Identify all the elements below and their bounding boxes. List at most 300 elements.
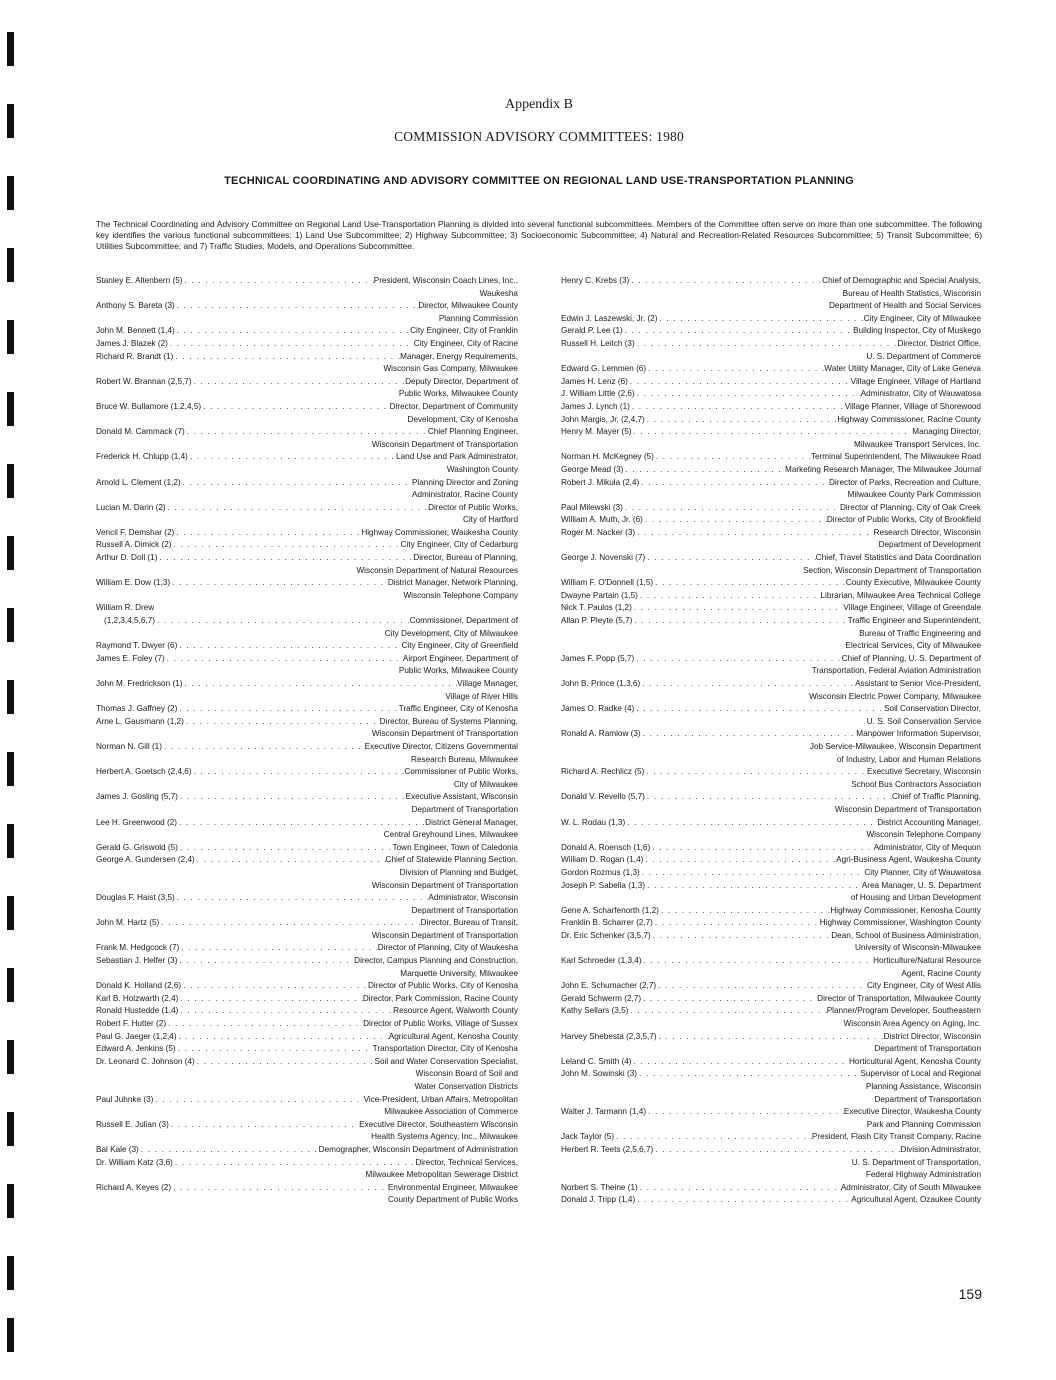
member-name: Sebastian J. Helfer (3) bbox=[96, 956, 178, 966]
member-title-continued: Milwaukee Association of Commerce bbox=[384, 1107, 518, 1117]
member-title-continued: Agent, Racine County bbox=[901, 968, 981, 978]
member-title: Executive Director, Southeastern Wisconsin bbox=[359, 1119, 518, 1129]
member-title: Traffic Engineer, City of Kenosha bbox=[398, 704, 518, 714]
dot-leader bbox=[639, 477, 829, 490]
entry-leader-line bbox=[561, 615, 981, 628]
member-title: Chief Planning Engineer, bbox=[427, 427, 518, 437]
member-title: Director, Milwaukee County bbox=[418, 301, 518, 311]
member-title: Commissioner, Department of bbox=[409, 616, 518, 626]
entry-leader-line bbox=[96, 577, 518, 590]
entry-leader-line bbox=[96, 615, 518, 628]
member-entry bbox=[561, 426, 981, 451]
entry-leader-line bbox=[96, 980, 518, 993]
intro-paragraph: The Technical Coordinating and Advisory Committee on Regional Land Use-Transportation Planning is divided into several functional subcommittees. Members of the Committee often serve on more than one subcommittee. The following key identifies the various functional subcommittees: 1) Land Use Subcommittee; 2) Highway Subcommittee; 3) Socioeconomic Subcommittee; 4) Natural and Recreation-Related Resources Subcommittee; 5) Transit Subcommittee; 6) Utilities Subcommittee; and 7) Traffic Studies, Models, and Operations Subcommittee. bbox=[96, 219, 982, 251]
member-title: Managing Director, bbox=[912, 427, 981, 437]
member-entry bbox=[96, 477, 518, 502]
entry-leader-line bbox=[96, 1094, 518, 1107]
member-title-continued: Waukesha bbox=[479, 288, 518, 298]
member-title: Resource Agent, Walworth County bbox=[393, 1006, 518, 1016]
entry-leader-line bbox=[96, 791, 518, 804]
member-entry bbox=[96, 300, 518, 325]
member-title-continued: Administrator, Racine County bbox=[411, 490, 518, 500]
dot-leader bbox=[635, 338, 898, 351]
entry-leader-line bbox=[96, 993, 518, 1006]
member-name: Harvey Shebesta (2,3,5,7) bbox=[561, 1031, 657, 1041]
binder-mark bbox=[7, 104, 14, 138]
dot-leader bbox=[638, 590, 821, 603]
dot-leader bbox=[641, 728, 857, 741]
entry-leader-line bbox=[561, 1194, 981, 1207]
member-title: Town Engineer, Town of Caledonia bbox=[392, 842, 518, 852]
entry-leader-line bbox=[561, 590, 981, 603]
member-name: Gene A. Scharfenorth (1,2) bbox=[561, 905, 659, 915]
member-title: Administrator, City of Wauwatosa bbox=[860, 389, 981, 399]
member-name: Raymond T. Dwyer (6) bbox=[96, 641, 178, 651]
entry-leader-line bbox=[96, 300, 518, 313]
entry-leader-line bbox=[96, 955, 518, 968]
member-name: George A. Gundersen (2,4) bbox=[96, 855, 195, 865]
dot-leader bbox=[195, 1056, 375, 1069]
entry-leader-line bbox=[561, 1131, 981, 1144]
member-entry bbox=[561, 880, 981, 905]
dot-leader bbox=[173, 351, 400, 364]
member-entry bbox=[96, 892, 518, 917]
member-name: Gerald P. Lee (1) bbox=[561, 326, 623, 336]
member-entry bbox=[561, 552, 981, 577]
entry-leader-line bbox=[96, 703, 518, 716]
member-title-continued: County Department of Public Works bbox=[388, 1195, 518, 1205]
member-entry bbox=[96, 1031, 518, 1044]
member-title: Director, Bureau of Planning, bbox=[413, 553, 518, 563]
dot-leader bbox=[166, 1018, 363, 1031]
member-title: Dean, School of Business Administration, bbox=[831, 930, 981, 940]
dot-leader bbox=[155, 615, 410, 628]
dot-leader bbox=[182, 678, 457, 691]
dot-leader bbox=[630, 401, 845, 414]
member-title: Horticultural Agent, Kenosha County bbox=[849, 1056, 981, 1066]
binder-mark bbox=[7, 1184, 14, 1218]
member-title-continued: Bureau of Traffic Engineering and bbox=[859, 628, 981, 638]
member-title: Land Use and Park Administrator, bbox=[396, 452, 518, 462]
member-title-continued: Washington County bbox=[446, 464, 518, 474]
entry-leader-line bbox=[561, 905, 981, 918]
member-name: Richard A. Keyes (2) bbox=[96, 1182, 172, 1192]
member-entry bbox=[561, 376, 981, 389]
member-title: Executive Director, Waukesha County bbox=[843, 1107, 981, 1117]
member-name: Nick T. Paulos (1,2) bbox=[561, 603, 632, 613]
member-title: Highway Commissioner, Racine County bbox=[837, 414, 981, 424]
member-entry bbox=[561, 980, 981, 993]
member-title: Village Engineer, Village of Greendale bbox=[843, 603, 981, 613]
member-title: Agricultural Agent, Kenosha County bbox=[388, 1031, 518, 1041]
dot-leader bbox=[170, 577, 388, 590]
entry-leader-line bbox=[561, 703, 981, 716]
member-name: James J. Gosling (5,7) bbox=[96, 792, 178, 802]
entry-leader-line bbox=[561, 338, 981, 351]
dot-leader bbox=[646, 1106, 844, 1119]
member-name: William R. Drew bbox=[96, 603, 155, 613]
entry-leader-line bbox=[561, 955, 981, 968]
entry-leader-line bbox=[561, 728, 981, 741]
member-title-continued: Public Works, Milwaukee County bbox=[398, 389, 518, 399]
member-title-continued: Department of Transportation bbox=[874, 1044, 981, 1054]
entry-leader-line bbox=[96, 741, 518, 754]
entry-leader-line bbox=[561, 1056, 981, 1069]
member-title-continued: Section, Wisconsin Department of Transportation bbox=[803, 565, 981, 575]
right-member-column bbox=[561, 275, 981, 1207]
member-name: Robert J. Mikula (2,4) bbox=[561, 477, 640, 487]
member-entry bbox=[96, 552, 518, 577]
member-name: Richard R. Brandt (1) bbox=[96, 351, 174, 361]
dot-leader bbox=[623, 464, 785, 477]
member-title-continued: City of Hartford bbox=[462, 515, 518, 525]
member-entry bbox=[96, 917, 518, 942]
binder-mark bbox=[7, 1256, 14, 1290]
dot-leader bbox=[165, 653, 403, 666]
member-entry bbox=[561, 817, 981, 842]
entry-leader-line bbox=[96, 1056, 518, 1069]
member-name: Ronald Hustedde (1,4) bbox=[96, 1006, 179, 1016]
binder-mark bbox=[7, 608, 14, 642]
dot-leader bbox=[640, 867, 865, 880]
member-title-continued: Wisconsin Telephone Company bbox=[403, 590, 518, 600]
member-title: Highway Commissioner, Washington County bbox=[819, 918, 981, 928]
member-name: John M. Fredrickson (1) bbox=[96, 679, 183, 688]
member-name: Gerald G. Griswold (5) bbox=[96, 842, 178, 852]
entry-leader-line bbox=[561, 1144, 981, 1157]
member-title: Soil Conservation Director, bbox=[884, 704, 981, 714]
dot-leader bbox=[645, 552, 816, 565]
dot-leader bbox=[177, 1031, 389, 1044]
member-title: Airport Engineer, Department of bbox=[402, 653, 518, 663]
entry-leader-line bbox=[561, 842, 981, 855]
member-name: Thomas J. Gaffney (2) bbox=[96, 704, 178, 714]
entry-leader-line bbox=[561, 477, 981, 490]
dot-leader bbox=[637, 1068, 860, 1081]
member-name: Russell H. Leitch (3) bbox=[561, 338, 635, 348]
member-entry bbox=[96, 640, 518, 653]
member-name: Norman H. McKegney (5) bbox=[561, 452, 654, 462]
member-entry bbox=[96, 338, 518, 351]
member-name: Bal Kale (3) bbox=[96, 1144, 139, 1154]
dot-leader bbox=[642, 955, 874, 968]
member-title-continued: Wisconsin Telephone Company bbox=[866, 830, 981, 840]
member-name: Walter J. Tarmann (1,4) bbox=[561, 1107, 647, 1117]
entry-leader-line bbox=[96, 1157, 518, 1170]
entry-leader-line bbox=[96, 854, 518, 867]
entry-leader-line bbox=[96, 552, 518, 565]
binder-mark bbox=[7, 248, 14, 282]
member-name: Russell A. Dimick (2) bbox=[96, 540, 172, 550]
member-entry bbox=[561, 514, 981, 527]
member-title-continued: Wisconsin Department of Transportation bbox=[371, 930, 518, 940]
member-entry bbox=[96, 527, 518, 540]
entry-leader-line bbox=[96, 1005, 518, 1018]
member-title-continued: Job Service-Milwaukee, Wisconsin Department bbox=[809, 741, 981, 751]
member-name: John M. Sowinski (3) bbox=[561, 1069, 637, 1079]
member-entry bbox=[96, 401, 518, 426]
member-title: Chief of Statewide Planning Section, bbox=[385, 855, 518, 865]
member-entry bbox=[561, 477, 981, 502]
member-title: Traffic Engineer and Superintendent, bbox=[847, 616, 981, 626]
member-entry bbox=[96, 653, 518, 678]
member-title: Vice-President, Urban Affairs, Metropolitan bbox=[363, 1094, 518, 1104]
member-title-continued: Electrical Services, City of Milwaukee bbox=[845, 641, 981, 651]
dot-leader bbox=[175, 300, 419, 313]
binder-mark bbox=[7, 824, 14, 858]
entry-leader-line bbox=[561, 791, 981, 804]
dot-leader bbox=[635, 388, 861, 401]
member-title-continued: Wisconsin Department of Transportation bbox=[371, 439, 518, 449]
dot-leader bbox=[628, 1005, 826, 1018]
member-title: Area Manager, U. S. Department bbox=[861, 880, 981, 890]
member-title: District Manager, Network Planning, bbox=[387, 578, 518, 588]
member-title-continued: U. S. Department of Commerce bbox=[866, 351, 981, 361]
dot-leader bbox=[651, 930, 832, 943]
member-title-continued: Wisconsin Board of Soil and bbox=[415, 1069, 518, 1079]
dot-leader bbox=[195, 854, 386, 867]
member-name: Norman N. Gill (1) bbox=[96, 741, 162, 751]
member-title: President, Flash City Transit Company, Racine bbox=[811, 1132, 981, 1142]
member-entry bbox=[561, 678, 981, 703]
member-entry bbox=[96, 275, 518, 300]
member-name: Edwin J. Laszewski, Jr. (2) bbox=[561, 313, 658, 323]
binder-mark bbox=[7, 680, 14, 714]
dot-leader bbox=[177, 817, 425, 830]
dot-leader bbox=[184, 716, 380, 729]
member-entry bbox=[96, 539, 518, 552]
member-title-continued: Wisconsin Department of Transportation bbox=[834, 804, 981, 814]
member-entry bbox=[96, 1182, 518, 1207]
member-title-continued: Bureau of Health Statistics, Wisconsin bbox=[842, 288, 981, 298]
member-title-continued: Park and Planning Commission bbox=[866, 1119, 981, 1129]
entry-leader-line bbox=[96, 502, 518, 515]
member-title: Highway Commissioner, Waukesha County bbox=[361, 527, 518, 537]
member-title: Administrator, Wisconsin bbox=[428, 893, 518, 903]
dot-leader bbox=[157, 552, 413, 565]
member-title: Director of Planning, City of Waukesha bbox=[377, 943, 518, 953]
member-name: J. William Little (2,6) bbox=[561, 389, 635, 399]
entry-leader-line bbox=[96, 539, 518, 552]
dot-leader bbox=[657, 1031, 884, 1044]
member-entry bbox=[561, 527, 981, 552]
member-title: Director of Public Works, bbox=[428, 502, 518, 512]
member-entry bbox=[561, 325, 981, 338]
member-entry bbox=[561, 930, 981, 955]
member-name: Gerald Schwerm (2,7) bbox=[561, 993, 642, 1003]
member-name: James J. Blazek (2) bbox=[96, 338, 168, 348]
dot-leader bbox=[659, 905, 831, 918]
member-title: Agri-Business Agent, Waukesha County bbox=[836, 855, 981, 865]
member-entry bbox=[96, 325, 518, 338]
member-title-continued: Division of Planning and Budget, bbox=[399, 867, 518, 877]
entry-leader-line bbox=[96, 892, 518, 905]
member-entry bbox=[561, 703, 981, 728]
member-name: Arnold L. Clement (1,2) bbox=[96, 477, 181, 487]
dot-leader bbox=[632, 426, 913, 439]
entry-leader-line bbox=[96, 351, 518, 364]
member-name: Donald V. Revello (5,7) bbox=[561, 792, 645, 802]
member-entry bbox=[96, 1043, 518, 1056]
member-name: Douglas F. Haist (3,5) bbox=[96, 893, 175, 903]
member-entry bbox=[96, 1005, 518, 1018]
member-title-continued: U. S. Department of Transportation, bbox=[851, 1157, 981, 1167]
member-entry bbox=[561, 615, 981, 653]
member-name: James O. Radke (4) bbox=[561, 704, 635, 714]
entry-leader-line bbox=[96, 338, 518, 351]
member-name: Vencil F. Demshar (2) bbox=[96, 527, 175, 537]
entry-leader-line bbox=[561, 917, 981, 930]
member-name: Anthony S. Bareta (3) bbox=[96, 301, 175, 311]
member-entry bbox=[561, 1182, 981, 1195]
member-title: Assistant to Senior Vice-President, bbox=[855, 679, 981, 688]
member-entry bbox=[561, 1144, 981, 1182]
entry-leader-line bbox=[561, 577, 981, 590]
dot-leader bbox=[653, 917, 820, 930]
binder-mark bbox=[7, 176, 14, 210]
member-entry bbox=[561, 1194, 981, 1207]
member-title: Commissioner of Public Works, bbox=[404, 767, 518, 777]
member-title-continued: Wisconsin Electric Power Company, Milwaukee bbox=[809, 691, 981, 701]
page-title: COMMISSION ADVISORY COMMITTEES: 1980 bbox=[394, 129, 684, 144]
member-title-continued: Milwaukee Metropolitan Sewerage District bbox=[365, 1170, 518, 1180]
binder-mark bbox=[7, 1112, 14, 1146]
entry-leader-line bbox=[561, 653, 981, 666]
member-name: Joseph P. Sabella (1,3) bbox=[561, 880, 646, 890]
member-title-continued: Development, City of Kenosha bbox=[407, 414, 518, 424]
member-entry bbox=[561, 1106, 981, 1131]
member-name: Donald A. Roensch (1,6) bbox=[561, 842, 651, 852]
member-entry bbox=[561, 1068, 981, 1106]
dot-leader bbox=[632, 615, 847, 628]
left-member-column bbox=[96, 275, 518, 1207]
member-title: Transportation Director, City of Kenosha bbox=[372, 1044, 518, 1054]
member-name: John B. Prince (1,3,6) bbox=[561, 679, 641, 688]
member-title: Executive Secretary, Wisconsin bbox=[866, 767, 981, 777]
member-title: Terminal Superintendent, The Milwaukee Road bbox=[810, 452, 981, 462]
entry-leader-line bbox=[96, 527, 518, 540]
entry-leader-line bbox=[96, 1182, 518, 1195]
member-entry bbox=[96, 741, 518, 766]
member-title-continued: Department of Transportation bbox=[411, 804, 518, 814]
member-entry bbox=[561, 791, 981, 816]
member-title-continued: Milwaukee County Park Commission bbox=[847, 490, 981, 500]
member-title: Agricultural Agent, Ozaukee County bbox=[851, 1195, 981, 1205]
dot-leader bbox=[181, 477, 412, 490]
member-title: County Executive, Milwaukee County bbox=[845, 578, 981, 588]
dot-leader bbox=[635, 527, 873, 540]
member-entry bbox=[561, 602, 981, 615]
entry-leader-line bbox=[561, 678, 981, 691]
member-name: Dr. William Katz (3,6) bbox=[96, 1157, 173, 1167]
member-name: Dwayne Partain (1,5) bbox=[561, 590, 638, 600]
member-name: William F. O'Donnell (1,5) bbox=[561, 578, 654, 588]
entry-leader-line bbox=[561, 1068, 981, 1081]
member-entry bbox=[561, 577, 981, 590]
entry-leader-line bbox=[561, 426, 981, 439]
member-name: Robert W. Brannan (2,5,7) bbox=[96, 376, 192, 386]
member-entry bbox=[96, 602, 518, 640]
member-title: Director of Planning, City of Oak Creek bbox=[839, 502, 981, 512]
member-name: Dr. Leonard C. Johnson (4) bbox=[96, 1056, 195, 1066]
member-entry bbox=[96, 1119, 518, 1144]
dot-leader bbox=[177, 640, 401, 653]
member-title-continued: Marquette University, Milwaukee bbox=[400, 968, 518, 978]
entry-leader-line bbox=[96, 1119, 518, 1132]
member-name: Paul Milewski (3) bbox=[561, 502, 623, 512]
member-title-continued: Milwaukee Transport Services, Inc. bbox=[854, 439, 981, 449]
binder-mark bbox=[7, 320, 14, 354]
member-title: Deputy Director, Department of bbox=[405, 376, 518, 386]
member-title: Water Utility Manager, City of Lake Geneva bbox=[824, 364, 981, 374]
member-title: Director, Park Commission, Racine County bbox=[362, 993, 518, 1003]
member-name: Herbert R. Teets (2,5,6,7) bbox=[561, 1144, 654, 1154]
member-title: Planning Director and Zoning bbox=[411, 477, 518, 487]
member-entry bbox=[96, 351, 518, 376]
member-name: James J. Lynch (1) bbox=[561, 401, 630, 411]
member-title-continued: Health Systems Agency, Inc., Milwaukee bbox=[371, 1132, 518, 1142]
dot-leader bbox=[173, 1157, 415, 1170]
member-title: Manpower Information Supervisor, bbox=[856, 729, 981, 739]
member-name: Russell E. Julian (3) bbox=[96, 1119, 169, 1129]
entry-leader-line bbox=[96, 653, 518, 666]
binder-mark bbox=[7, 464, 14, 498]
member-name: Donald K. Holland (2,6) bbox=[96, 981, 182, 991]
member-title: Director of Public Works, Village of Sussex bbox=[363, 1019, 518, 1029]
member-entry bbox=[561, 867, 981, 880]
entry-leader-line bbox=[561, 1182, 981, 1195]
member-title: Administrator, City of South Milwaukee bbox=[840, 1182, 981, 1192]
dot-leader bbox=[169, 1119, 359, 1132]
member-name: Lucian M. Darin (2) bbox=[96, 502, 166, 512]
member-entry bbox=[96, 942, 518, 955]
member-entry bbox=[561, 313, 981, 326]
binder-mark bbox=[7, 752, 14, 786]
member-name: John M. Hartz (5) bbox=[96, 918, 160, 928]
member-entry bbox=[561, 905, 981, 918]
entry-leader-line bbox=[561, 313, 981, 326]
member-title-continued: University of Wisconsin-Milwaukee bbox=[854, 943, 981, 953]
entry-leader-line bbox=[561, 1005, 981, 1018]
member-entry bbox=[561, 1131, 981, 1144]
member-entry bbox=[561, 338, 981, 363]
member-title: Chief of Planning, U. S. Department of bbox=[841, 653, 981, 663]
dot-leader bbox=[177, 703, 398, 716]
entry-leader-line bbox=[561, 363, 981, 376]
member-entry bbox=[561, 728, 981, 766]
member-name: William E. Dow (1,3) bbox=[96, 578, 171, 588]
member-title: Manager, Energy Requirements, bbox=[400, 351, 518, 361]
member-name: Frederick H. Chlupp (1,4) bbox=[96, 452, 188, 462]
member-entry bbox=[96, 577, 518, 602]
member-title: City Engineer, City of Racine bbox=[413, 338, 518, 348]
entry-leader-line bbox=[561, 854, 981, 867]
dot-leader bbox=[168, 338, 414, 351]
member-title: City Engineer, City of Franklin bbox=[410, 326, 518, 336]
member-entry bbox=[96, 1056, 518, 1094]
entry-leader-line bbox=[96, 942, 518, 955]
member-entry bbox=[561, 842, 981, 855]
dot-leader bbox=[192, 766, 405, 779]
member-title: Director, Department of Community bbox=[389, 401, 518, 411]
entry-leader-line bbox=[561, 376, 981, 389]
member-name: George Mead (3) bbox=[561, 464, 624, 474]
entry-leader-line bbox=[561, 514, 981, 527]
member-title: City Engineer, City of Milwaukee bbox=[863, 313, 981, 323]
member-entry bbox=[96, 426, 518, 451]
member-entry bbox=[96, 955, 518, 980]
member-name: James H. Lenz (6) bbox=[561, 376, 628, 386]
